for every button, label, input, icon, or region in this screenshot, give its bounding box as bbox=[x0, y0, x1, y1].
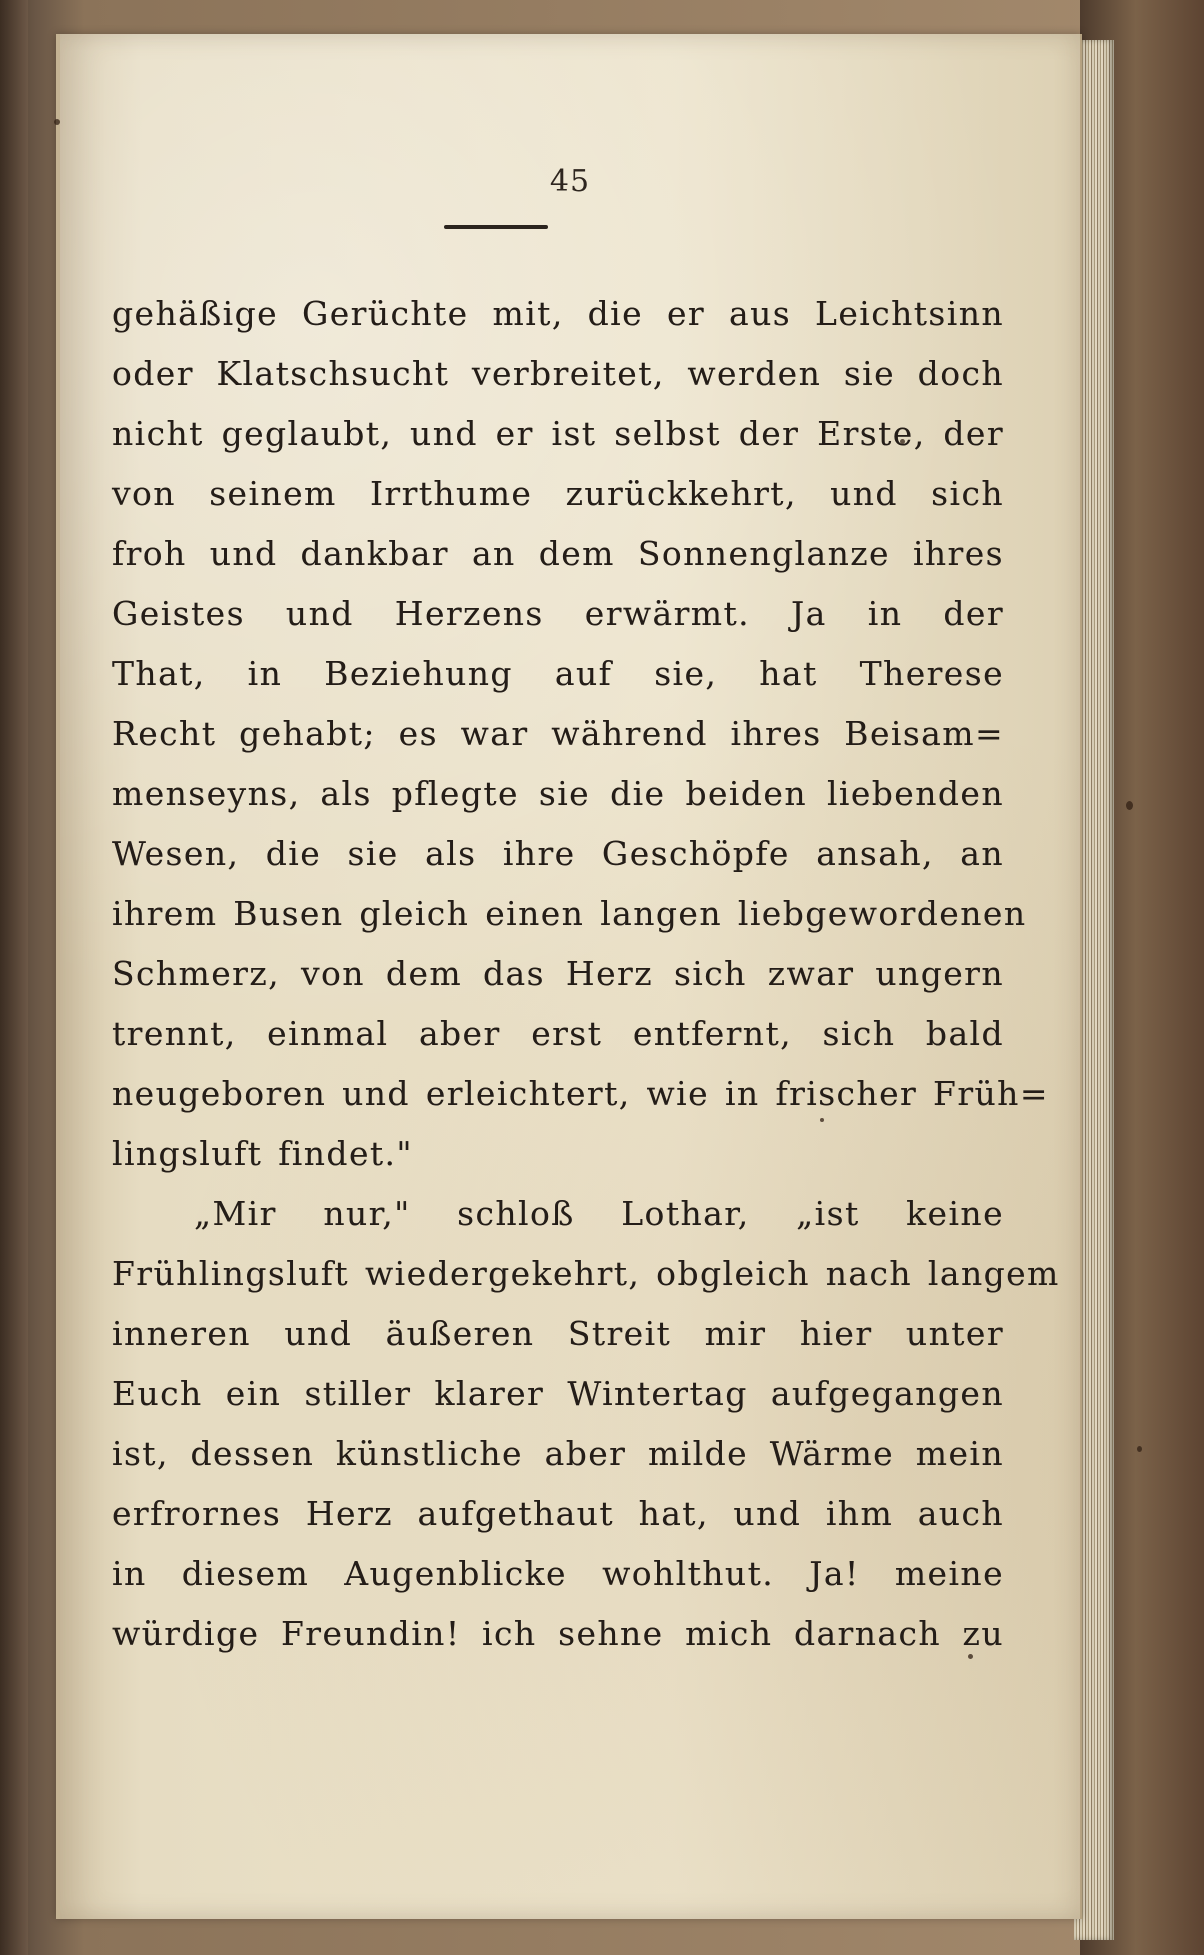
text-line: Wesen, die sie als ihre Geschöpfe ansah, an bbox=[112, 834, 1004, 873]
text-line: gehäßige Gerüchte mit, die er aus Leichtsinn bbox=[112, 294, 1004, 333]
page-number-rule bbox=[444, 225, 548, 229]
text-line: froh und dankbar an dem Sonnenglanze ihres bbox=[112, 534, 1004, 573]
body-text bbox=[112, 284, 1060, 1784]
text-line: „Mir nur," schloß Lothar, „ist keine bbox=[194, 1194, 1004, 1233]
text-line: trennt, einmal aber erst entfernt, sich bald bbox=[112, 1014, 1004, 1053]
text-line: ihrem Busen gleich einen langen liebgewordenen bbox=[112, 894, 1027, 933]
text-line: lingsluft findet." bbox=[112, 1134, 413, 1173]
text-line: Frühlingsluft wiedergekehrt, obgleich nach langem bbox=[112, 1254, 1060, 1293]
text-line: Geistes und Herzens erwärmt. Ja in der bbox=[112, 594, 1004, 633]
text-line: oder Klatschsucht verbreitet, werden sie doch bbox=[112, 354, 1004, 393]
text-line: würdige Freundin! ich sehne mich darnach zu bbox=[112, 1614, 1004, 1653]
text-line: ist, dessen künstliche aber milde Wärme mein bbox=[112, 1434, 1004, 1473]
text-line: neugeboren und erleichtert, wie in frischer Früh= bbox=[112, 1074, 1049, 1113]
text-line: Schmerz, von dem das Herz sich zwar ungern bbox=[112, 954, 1004, 993]
text-line: Euch ein stiller klarer Wintertag aufgegangen bbox=[112, 1374, 1004, 1413]
book-spine-edge bbox=[0, 0, 28, 1955]
text-line: von seinem Irrthume zurückkehrt, und sich bbox=[112, 474, 1004, 513]
text-line: inneren und äußeren Streit mir hier unter bbox=[112, 1314, 1004, 1353]
ink-spot bbox=[54, 119, 60, 125]
text-line: erfrornes Herz aufgethaut hat, und ihm auch bbox=[112, 1494, 1004, 1533]
text-line: in diesem Augenblicke wohlthut. Ja! meine bbox=[112, 1554, 1004, 1593]
text-line: That, in Beziehung auf sie, hat Therese bbox=[112, 654, 1004, 693]
ink-spot bbox=[1137, 1446, 1142, 1452]
book-page bbox=[56, 34, 1082, 1919]
text-line: Recht gehabt; es war während ihres Beisam= bbox=[112, 714, 1004, 753]
text-line: nicht geglaubt, und er ist selbst der Erste, der bbox=[112, 414, 1004, 453]
page-number: 45 bbox=[549, 164, 591, 199]
ink-spot bbox=[1126, 801, 1133, 810]
text-line: menseyns, als pflegte sie die beiden liebenden bbox=[112, 774, 1004, 813]
